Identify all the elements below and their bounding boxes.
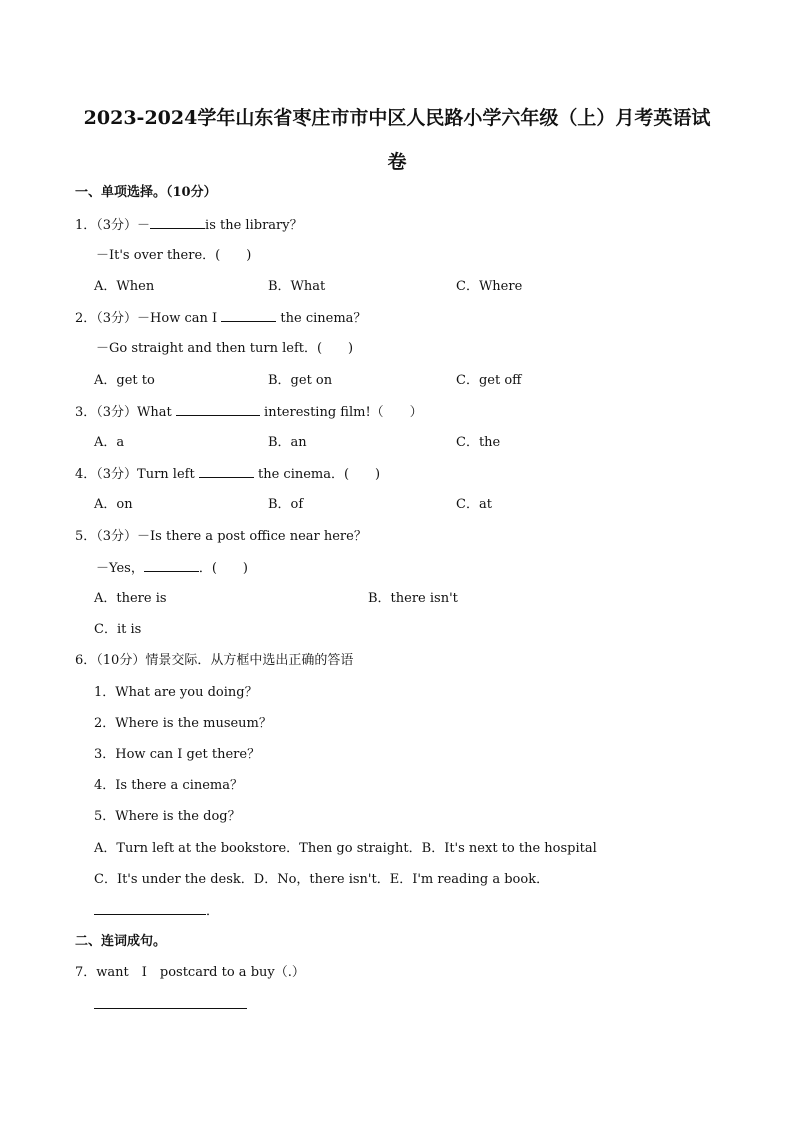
q1-stem-post: is the library？ [205, 218, 303, 233]
question-3-stem [75, 403, 423, 422]
q6-answer-end: ． [206, 904, 220, 919]
q2-option-b: B．get on [268, 373, 333, 388]
q4-option-b: B．of [268, 497, 304, 512]
q1-option-b: B．What [268, 279, 326, 294]
q3-option-b: B．an [268, 435, 307, 450]
question-1-stem [75, 216, 303, 235]
question-6-stem: 6．（10分）情景交际．从方框中选出正确的答语 [75, 653, 354, 668]
section-1-heading: 一、单项选择。（10分） [75, 185, 217, 200]
question-1-reply: －It's over there．( ) [96, 248, 252, 263]
answer-blank[interactable] [221, 309, 276, 322]
q3-option-c: C．the [456, 435, 501, 450]
q6-answer-choices-line-1: A．Turn left at the bookstore．Then go straight．B．It's next to the hospital [94, 841, 597, 856]
answer-blank[interactable] [94, 902, 206, 915]
q1-stem-pre: 1．（3分）－ [75, 218, 151, 233]
q2-option-c: C．get off [456, 373, 522, 388]
q6-item-3: 3．How can I get there？ [94, 747, 261, 762]
q4-stem-post: the cinema．( ) [257, 467, 381, 482]
section-2-heading: 二、连词成句。 [75, 934, 167, 949]
q6-answer-line [94, 902, 219, 921]
q6-item-5: 5．Where is the dog？ [94, 809, 241, 824]
answer-blank[interactable] [94, 996, 247, 1009]
q5-option-c: C．it is [94, 622, 142, 637]
q3-stem-pre: 3．（3分）What [75, 405, 172, 420]
q4-option-c: C．at [456, 497, 492, 512]
q1-option-c: C．Where [456, 279, 523, 294]
q4-option-a: A．on [94, 497, 133, 512]
q1-option-a: A．When [94, 279, 155, 294]
q6-item-4: 4．Is there a cinema？ [94, 778, 244, 793]
answer-blank[interactable] [199, 465, 254, 478]
question-2-stem [75, 309, 366, 328]
q5-option-b: B．there isn't [368, 591, 458, 606]
title-line-2: 卷 [387, 151, 407, 173]
q4-stem-pre: 4．（3分）Turn left [75, 467, 195, 482]
question-2-reply: －Go straight and then turn left．( ) [96, 341, 354, 356]
question-5-stem: 5．（3分）－Is there a post office near here？ [75, 529, 367, 544]
q7-answer-line [94, 996, 247, 1015]
answer-blank[interactable] [150, 216, 205, 229]
q6-item-1: 1．What are you doing？ [94, 685, 258, 700]
answer-blank[interactable] [176, 403, 260, 416]
title-line-1: 2023-2024学年山东省枣庄市市中区人民路小学六年级（上）月考英语试 [83, 107, 711, 129]
question-5-reply [96, 559, 248, 578]
q2-stem-pre: 2．（3分）－How can I [75, 311, 218, 326]
question-4-stem [75, 465, 380, 484]
q3-stem-post: interesting film!（ ） [264, 405, 423, 420]
q5-option-a: A．there is [94, 591, 167, 606]
q3-option-a: A．a [94, 435, 125, 450]
question-7-stem: 7．want I postcard to a buy（.） [75, 965, 305, 980]
q6-answer-choices-line-2: C．It's under the desk．D．No，there isn't．E．I'm reading a book． [94, 872, 550, 887]
q2-stem-post: the cinema？ [280, 311, 367, 326]
q5-reply-pre: －Yes， [96, 561, 144, 576]
q6-item-2: 2．Where is the museum？ [94, 716, 272, 731]
q2-option-a: A．get to [94, 373, 155, 388]
q5-reply-post: ．( ) [198, 561, 248, 576]
answer-blank[interactable] [144, 559, 199, 572]
